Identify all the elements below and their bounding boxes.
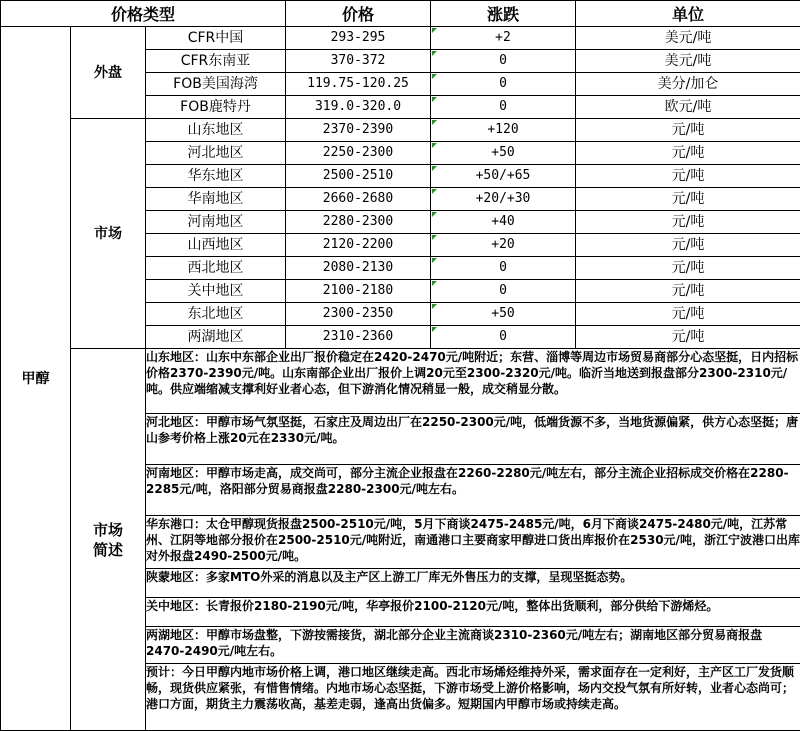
- row-name: FOB鹿特丹: [146, 96, 286, 119]
- row-unit: 元/吨: [576, 280, 800, 303]
- row-name: 河南地区: [146, 211, 286, 234]
- note-lianghu: 两湖地区：甲醇市场盘整，下游按需接货，湖北部分企业主流商谈2310-2360元/吨左右；湖南地区部分贸易商报盘2470-2490元/吨左右。: [146, 627, 800, 664]
- row-name: 西北地区: [146, 257, 286, 280]
- row-price: 2120-2200: [286, 234, 431, 257]
- row-price: 2660-2680: [286, 188, 431, 211]
- header-unit: 单位: [576, 1, 800, 27]
- row-unit: 元/吨: [576, 142, 800, 165]
- row-unit: 元/吨: [576, 303, 800, 326]
- note-row: [1, 349, 800, 414]
- row-name: 两湖地区: [146, 326, 286, 349]
- row-price: 2250-2300: [286, 142, 431, 165]
- group-market: 市场: [71, 119, 146, 349]
- row-unit: 元/吨: [576, 119, 800, 142]
- note-henan: 河南地区：甲醇市场走高，成交尚可，部分主流企业报盘在2260-2280元/吨左右，部分主流企业招标成交价格在2280-2285元/吨，洛阳部分贸易商报盘2280-2300元/吨左右。: [146, 465, 800, 516]
- group-outer: 外盘: [71, 27, 146, 119]
- row-price: 2310-2360: [286, 326, 431, 349]
- row-change: +50: [431, 142, 576, 165]
- row-unit: 元/吨: [576, 326, 800, 349]
- note-huadong: 华东港口：太仓甲醇现货报盘2500-2510元/吨，5月下商谈2475-2485元/吨，6月下商谈2475-2480元/吨，江苏常州、江阴等地部分报价在2500-2510元/吨附近，南通港口主要商家甲醇进口货出库报价在2530元/吨，浙江宁波港口出库对外报盘2490-2500元/吨。: [146, 516, 800, 569]
- row-unit: 元/吨: [576, 211, 800, 234]
- row-unit: 元/吨: [576, 257, 800, 280]
- row-name: 华东地区: [146, 165, 286, 188]
- group-review-line2: 简述: [93, 541, 123, 559]
- row-unit: 元/吨: [576, 188, 800, 211]
- row-name: CFR中国: [146, 27, 286, 50]
- note-forecast: 预计：今日甲醇内地市场价格上调，港口地区继续走高。西北市场烯烃维持外采，需求面存在一定利好，主产区工厂发货顺畅，现货供应紧张，有惜售情绪。内地市场心态坚挺，下游市场受上游价格影响，场内交投气氛有所好转，业者心态尚可；港口方面，期货主力震荡收高，基差走弱，逢高出货偏多。短期国内甲醇市场或持续走高。: [146, 664, 800, 731]
- row-price: 119.75-120.25: [286, 73, 431, 96]
- note-hebei: 河北地区：甲醇市场气氛坚挺，石家庄及周边出厂在2250-2300元/吨，低端货源不多，当地货源偏紧，供方心态坚挺；唐山参考价格上涨20元在2330元/吨。: [146, 414, 800, 465]
- row-name: FOB美国海湾: [146, 73, 286, 96]
- row-unit: 美分/加仑: [576, 73, 800, 96]
- row-change: 0: [431, 326, 576, 349]
- row-change: +50/+65: [431, 165, 576, 188]
- row-unit: 美元/吨: [576, 27, 800, 50]
- header-change: 涨跌: [431, 1, 576, 27]
- group-review: [71, 349, 146, 731]
- row-price: 2100-2180: [286, 280, 431, 303]
- row-price: 2370-2390: [286, 119, 431, 142]
- row-change: +20: [431, 234, 576, 257]
- row-change: 0: [431, 257, 576, 280]
- header-price: 价格: [286, 1, 431, 27]
- row-name: 关中地区: [146, 280, 286, 303]
- row-price: 2500-2510: [286, 165, 431, 188]
- row-unit: 美元/吨: [576, 50, 800, 73]
- header-row: [1, 1, 800, 27]
- row-change: +50: [431, 303, 576, 326]
- row-change: +40: [431, 211, 576, 234]
- row-name: 华南地区: [146, 188, 286, 211]
- row-price: 293-295: [286, 27, 431, 50]
- commodity-label: 甲醇: [1, 27, 71, 731]
- row-unit: 元/吨: [576, 165, 800, 188]
- row-change: 0: [431, 280, 576, 303]
- row-name: 山东地区: [146, 119, 286, 142]
- note-shandong: 山东地区：山东中东部企业出厂报价稳定在2420-2470元/吨附近；东营、淄博等周边市场贸易商部分心态坚挺，日内招标价格2370-2390元/吨。山东南部企业出厂报价上调20元至2300-2320元/吨。临沂当地送到报盘部分2300-2310元/吨。供应端缩减支撑利好业者心态，但下游消化情况稍显一般，成交稍显分散。: [146, 349, 800, 414]
- table-row: [1, 119, 800, 142]
- row-name: CFR东南亚: [146, 50, 286, 73]
- row-name: 河北地区: [146, 142, 286, 165]
- row-name: 东北地区: [146, 303, 286, 326]
- row-price: 2080-2130: [286, 257, 431, 280]
- row-change: 0: [431, 73, 576, 96]
- row-change: +2: [431, 27, 576, 50]
- row-price: 370-372: [286, 50, 431, 73]
- row-unit: 元/吨: [576, 234, 800, 257]
- row-price: 319.0-320.0: [286, 96, 431, 119]
- row-change: +20/+30: [431, 188, 576, 211]
- note-shaanmeng: 陕蒙地区：多家MTO外采的消息以及主产区上游工厂库无外售压力的支撑，呈现坚挺态势。: [146, 569, 800, 598]
- group-review-line1: 市场: [93, 521, 123, 539]
- note-guanzhong: 关中地区：长青报价2180-2190元/吨，华亭报价2100-2120元/吨，整体出货顺利，部分供给下游烯烃。: [146, 598, 800, 627]
- row-price: 2280-2300: [286, 211, 431, 234]
- table-row: [1, 27, 800, 50]
- row-change: 0: [431, 96, 576, 119]
- header-type: 价格类型: [1, 1, 286, 27]
- row-price: 2300-2350: [286, 303, 431, 326]
- row-change: +120: [431, 119, 576, 142]
- row-name: 山西地区: [146, 234, 286, 257]
- row-change: 0: [431, 50, 576, 73]
- row-unit: 欧元/吨: [576, 96, 800, 119]
